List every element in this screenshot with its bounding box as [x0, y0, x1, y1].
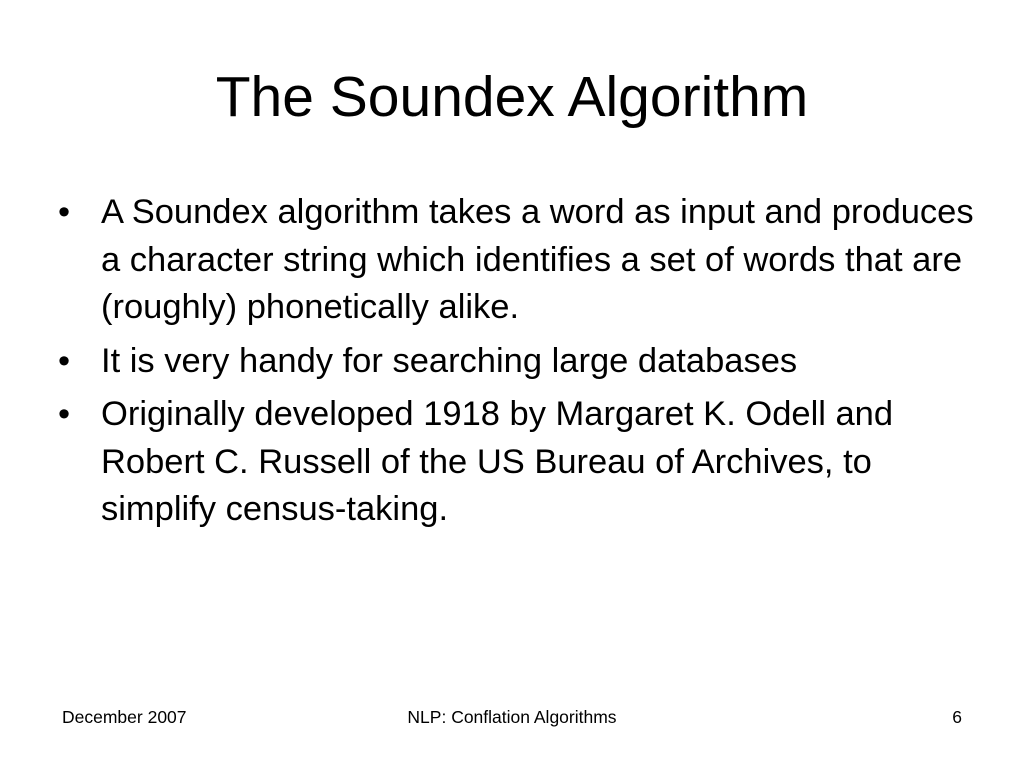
- bullet-text: A Soundex algorithm takes a word as input and produces a character string which identifies a set of words that are (roughly) phonetically alike.: [101, 193, 974, 326]
- bullet-icon: •: [58, 193, 71, 231]
- bullet-text: It is very handy for searching large databases: [101, 341, 798, 380]
- bullet-list: [58, 189, 978, 540]
- footer-date: December 2007: [62, 707, 187, 727]
- bullet-icon: •: [58, 395, 71, 433]
- page-number: 6: [952, 707, 962, 727]
- bullet-text: Originally developed 1918 by Margaret K. Odell and Robert C. Russell of the US Bureau of Archives, to simplify census-taking.: [101, 395, 894, 528]
- bullet-item: [58, 189, 978, 332]
- bullet-item: [58, 338, 978, 386]
- footer-title: NLP: Conflation Algorithms: [407, 707, 617, 727]
- bullet-item: [58, 391, 978, 534]
- bullet-icon: •: [58, 341, 71, 380]
- slide-title: The Soundex Algorithm: [215, 65, 809, 129]
